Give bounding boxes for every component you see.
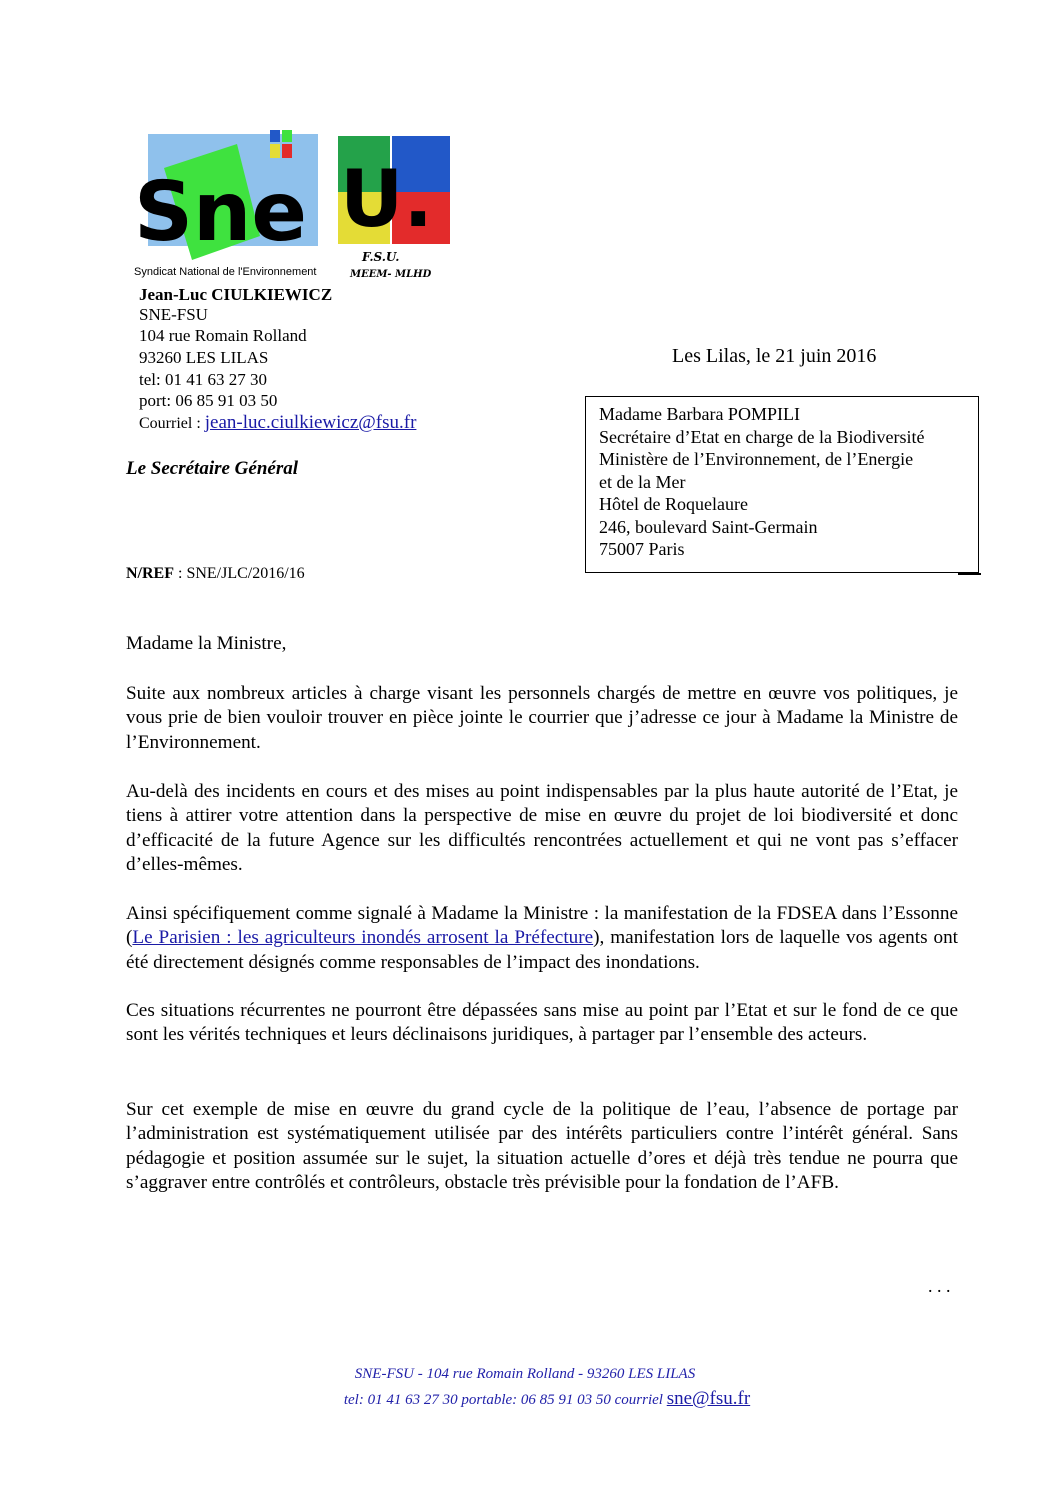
- paragraph-5: Sur cet exemple de mise en œuvre du grand cycle de la politique de l’eau, l’absence de portage par l’administration est systématiquement utilisée par des intérêts particuliers contre l’intérêt général. Sans pédagogie et position assumée sur le sujet, la situation actuelle d’ores et déjà très tendue ne pourra que s’aggraver entre contrôlés et contrôleurs, obstacle très prévisible pour la fondation de l’AFB.: [126, 1099, 958, 1194]
- logo-subtitle: Syndicat National de l'Environnement: [134, 266, 317, 278]
- recipient-line: 75007 Paris: [599, 539, 685, 559]
- reference-label: N/REF: [126, 565, 174, 582]
- paragraph-3-start: Ainsi spécifiquement comme signalé à Madame la Ministre : la manifestation de la FDSEA dans l’Essonne (: [126, 903, 958, 949]
- paragraph-2: Au-delà des incidents en cours et des mises au point indispensables par la plus haute autorité de l’Etat, je tiens à attirer votre attention dans la perspective de mise en œuvre du projet de loi biodiversité et donc d’efficacité de la future Agence sur les difficultés rencontrées actuellement et qui ne vont pas s’effacer d’elles-mêmes.: [126, 781, 958, 876]
- logo-u-text: U.: [340, 155, 433, 245]
- recipient-line: Ministère de l’Environnement, de l’Energie: [599, 449, 914, 469]
- reference: [126, 565, 305, 583]
- paragraph-1: Suite aux nombreux articles à charge visant les personnels chargés de mettre en œuvre vos politiques, je vous prie de bien vouloir trouver en pièce jointe le courrier que j’adresse ce jour à Madame la Ministre de l’Environnement.: [126, 683, 958, 753]
- logo-mini-green: [282, 130, 292, 142]
- fsu-logo: [336, 134, 454, 284]
- recipient-line: 246, boulevard Saint-Germain: [599, 516, 818, 537]
- recipient-box: [585, 396, 979, 573]
- sender-title: Le Secrétaire Général: [126, 458, 299, 479]
- logo-mini-yellow: [270, 144, 280, 158]
- logo-meem-text: MEEM- MLHD: [350, 269, 432, 280]
- sender-name: Jean-Luc CIULKIEWICZ: [139, 285, 333, 304]
- sender-email-link[interactable]: jean-luc.ciulkiewicz@fsu.fr: [204, 412, 417, 433]
- sender-city: 93260 LES LILAS: [139, 348, 269, 367]
- recipient-line: Hôtel de Roquelaure: [599, 494, 748, 514]
- le-parisien-link[interactable]: Le Parisien : les agriculteurs inondés arrosent la Préfecture: [132, 927, 594, 949]
- logo-mini-red: [282, 144, 292, 158]
- sne-logo: [132, 128, 332, 278]
- reference-value: : SNE/JLC/2016/16: [174, 565, 305, 582]
- footer-email-link[interactable]: sne@fsu.fr: [666, 1388, 751, 1409]
- footer-contact: [18, 1388, 1058, 1410]
- logo-sne-text: Sne: [134, 165, 308, 260]
- recipient-line: Madame Barbara POMPILI: [599, 404, 800, 424]
- footer-address: SNE-FSU - 104 rue Romain Rolland - 93260 LES LILAS: [354, 1366, 696, 1382]
- sender-email-line: [139, 413, 416, 434]
- paragraph-3: [126, 902, 958, 975]
- salutation: Madame la Ministre,: [126, 633, 287, 654]
- continuation-mark: . . .: [928, 1276, 951, 1296]
- logo-mini-blue: [270, 130, 280, 142]
- recipient-line: et de la Mer: [599, 471, 686, 492]
- date-line: Les Lilas, le 21 juin 2016: [672, 345, 877, 367]
- paragraph-3-end: ), manifestation lors de laquelle vos agents ont été directement désignés comme responsables de l’impact des inondations.: [126, 927, 958, 973]
- logo-fsu-text: F.S.U.: [362, 250, 400, 264]
- recipient-box-shadow: [958, 573, 981, 575]
- sender-tel: tel: 01 41 63 27 30: [139, 370, 267, 389]
- footer-contact-text: tel: 01 41 63 27 30 portable: 06 85 91 03 50 courriel: [343, 1392, 667, 1408]
- email-label: Courriel :: [139, 415, 205, 432]
- paragraph-4: Ces situations récurrentes ne pourront être dépassées sans mise au point par l’Etat et sur le fond de ce que sont les vérités techniques et leurs déclinaisons juridiques, à partager par l’ensemble des acteurs.: [126, 1000, 958, 1046]
- recipient-line: Secrétaire d’Etat en charge de la Biodiversité: [599, 426, 925, 447]
- sender-port: port: 06 85 91 03 50: [139, 391, 278, 410]
- sender-org: SNE-FSU: [139, 305, 208, 324]
- sender-street: 104 rue Romain Rolland: [139, 326, 307, 345]
